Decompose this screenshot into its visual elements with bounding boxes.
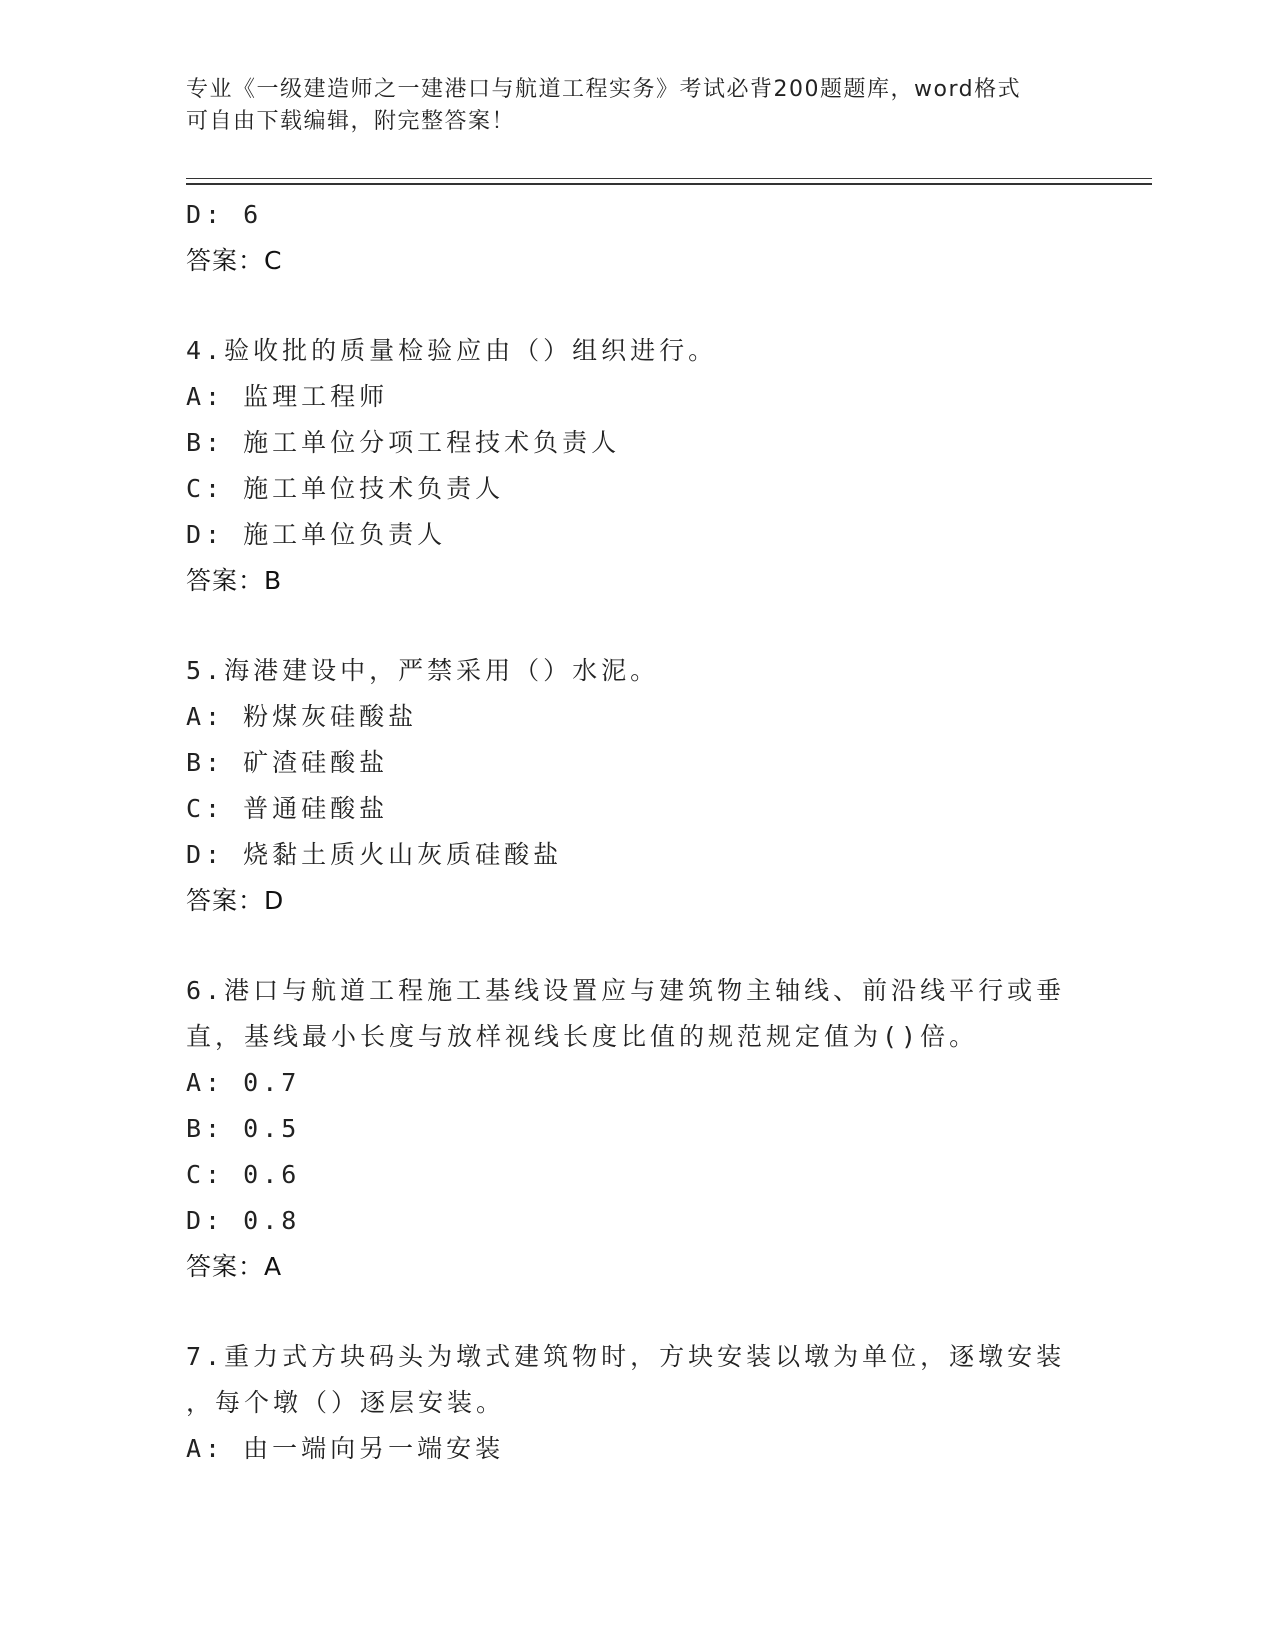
option-a: A: 粉煤灰硅酸盐: [186, 702, 418, 731]
question-3-tail: [186, 192, 1066, 284]
option-b: B: 施工单位分项工程技术负责人: [186, 428, 621, 457]
option-c: C: 普通硅酸盐: [186, 794, 389, 823]
answer-line: 答案：B: [186, 566, 283, 595]
option-c: C: 施工单位技术负责人: [186, 474, 505, 503]
header-divider-thin: [186, 178, 1152, 179]
option-d: D: 6: [186, 200, 263, 229]
question-6: [186, 968, 1066, 1290]
option-a: A: 由一端向另一端安装: [186, 1434, 505, 1463]
question-7: [186, 1334, 1066, 1472]
option-a: A: 0.7: [186, 1068, 301, 1097]
header-divider-thick: [186, 183, 1152, 185]
option-d: D: 烧黏土质火山灰质硅酸盐: [186, 840, 563, 869]
question-text-line-1: 7.重力式方块码头为墩式建筑物时，方块安装以墩为单位，逐墩安装: [186, 1342, 1066, 1371]
option-c: C: 0.6: [186, 1160, 301, 1189]
header-title-line-1: 专业《一级建造师之一建港口与航道工程实务》考试必背200题题库，word格式: [186, 77, 1022, 102]
question-text-line-1: 6.港口与航道工程施工基线设置应与建筑物主轴线、前沿线平行或垂: [186, 976, 1066, 1005]
question-list: [186, 192, 1066, 1472]
question-5: [186, 648, 1066, 924]
header-title-line-2: 可自由下载编辑，附完整答案！: [186, 109, 516, 134]
option-a: A: 监理工程师: [186, 382, 389, 411]
question-text: 5.海港建设中，严禁采用（）水泥。: [186, 656, 660, 685]
option-b: B: 0.5: [186, 1114, 301, 1143]
option-b: B: 矿渣硅酸盐: [186, 748, 389, 777]
answer-line: 答案：C: [186, 246, 283, 275]
question-4: [186, 328, 1066, 604]
question-text-line-2: 直，基线最小长度与放样视线长度比值的规范规定值为()倍。: [186, 1022, 979, 1051]
option-d: D: 施工单位负责人: [186, 520, 447, 549]
answer-line: 答案：D: [186, 886, 285, 915]
question-text: 4.验收批的质量检验应由（）组织进行。: [186, 336, 718, 365]
document-header: [186, 74, 1066, 138]
question-text-line-2: ，每个墩（）逐层安装。: [186, 1388, 506, 1417]
answer-line: 答案：A: [186, 1252, 283, 1281]
option-d: D: 0.8: [186, 1206, 301, 1235]
